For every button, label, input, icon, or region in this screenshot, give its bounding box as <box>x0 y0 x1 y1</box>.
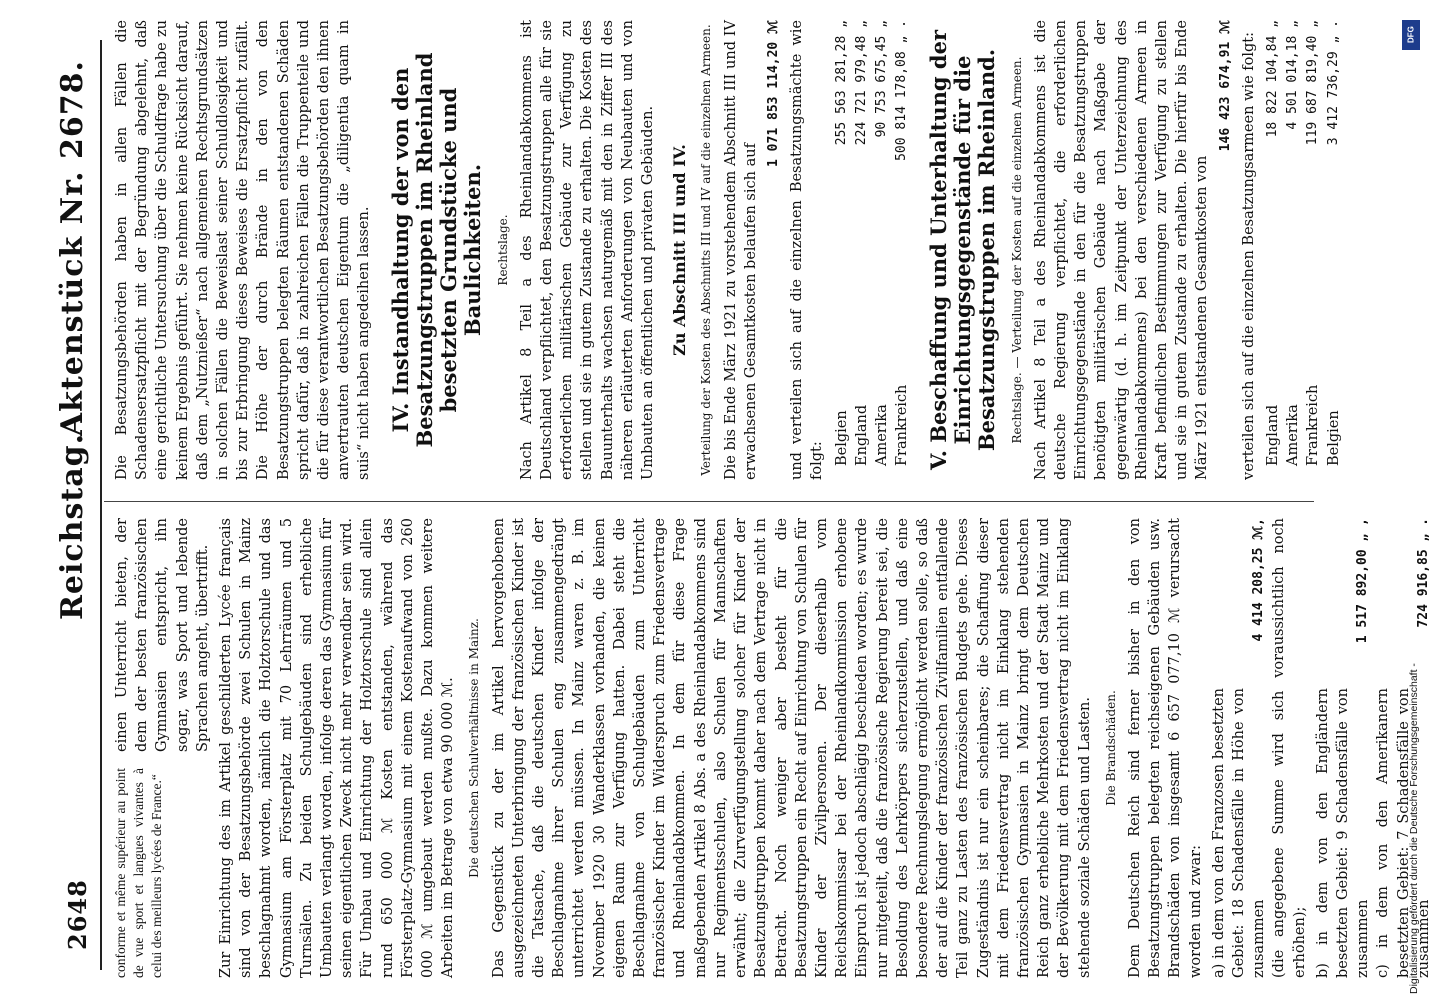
cost-country: Belgien <box>1325 410 1342 466</box>
header-document-number: Aktenstück Nr. 2678. <box>55 60 90 437</box>
cost-country: England <box>853 404 870 466</box>
right-column <box>112 20 1348 480</box>
cost-row <box>872 20 892 466</box>
paragraph-besatzungsbehoerden: Die Besatzungsbehörden haben in allen Fällen die Schadensersatzpflicht mit der Begründung abgelehnt, daß eine gerichtliche Untersuchung über die Schuldfrage habe zu keinem Ergebnis geführt. Sie nehmen keine Rücksicht darauf, daß dem „Nutznießer“ nach allgemeinen Rechtsgrundsätzen in solchen Fällen die Beweislast seiner Schuldlosigkeit und bis zur Erbringung dieses Beweises die Ersatzpflicht zufällt. Die Höhe der durch Brände in den von den Besatzungstruppen belegten Räumen entstandenen Schäden spricht dafür, daß in zahlreichen Fällen die Truppenteile und die für diese verantwortlichen Besatzungsbehörden den ihnen anvertrauten deutschen Eigentum die „diligentia quam in suis“ nicht haben angedeihen lassen. <box>114 20 373 480</box>
cost-row <box>852 20 872 466</box>
cost-list-v <box>1263 20 1344 466</box>
header-parliament: Reichstag. <box>55 432 90 620</box>
cost-country: Frankreich <box>894 384 911 466</box>
left-column <box>112 518 1434 978</box>
cost-country: England <box>1264 404 1281 466</box>
damage-item-c-text: c) in dem von den Amerikanern besetzten Gebiet: 7 Schadensfälle von zusammen <box>1375 688 1432 978</box>
damage-item-c-amount: 724 916,85 „ . <box>1415 518 1431 628</box>
damage-item-b-text: b) in dem von den Engländern besetzten Gebiet: 9 Schadensfälle von zusammen <box>1314 688 1372 978</box>
paragraph-lycee: Zur Einrichtung des im Artikel geschilderten Lycée français sind von der Besatzungsbehörde zwei Schulen in Mainz beschlagnahmt worden, nämlich die Holztorschule und das Gymnasium am Försterplatz mit 70 Lehrräumen und 5 Turnsälen. Zu beiden Schulgebäuden sind erhebliche Umbauten verlangt worden, infolge deren das Gymnasium für seinen eigentlichen Zweck nicht mehr verwendbar sein wird. Für Umbau und Einrichtung der Holztorschule sind allein rund 650 000 ℳ Kosten entstanden, während das Försterplatz-Gymnasium mit einem Kostenaufwand von 260 000 ℳ umgebaut werden mußte. Dazu kommen weitere Arbeiten im Betrage von etwa 90 000 ℳ. <box>218 518 457 978</box>
cost-country: Amerika <box>1285 404 1302 466</box>
credit-text: Digitalisierung gefördert durch die Deutsche Forschungsgemeinschaft - <box>1408 663 1420 994</box>
cost-amount: 500 814 178,08 „ . <box>894 20 910 161</box>
paragraph-verteilung-armeen: verteilen sich auf die einzelnen Besatzungsarmeen wie folgt: <box>1240 31 1257 480</box>
cost-country: Frankreich <box>1305 384 1322 466</box>
cost-amount: 255 563 281,28 „ <box>833 20 849 146</box>
paragraph-gesamtkosten: Die bis Ende März 1921 zu vorstehendem Abschnitt III und IV erwachsenen Gesamtkosten belaufen sich auf <box>722 20 759 480</box>
cost-amount: 119 687 819,40 „ <box>1305 20 1321 146</box>
damage-item-a-text: a) in dem von den Franzosen besetzten Gebiet: 18 Schadensfälle in Höhe von zusammen <box>1210 688 1268 978</box>
label-rechtslage-verteilung: Rechtslage. — Verteilung der Kosten auf die einzelnen Armeen. <box>1009 56 1024 444</box>
french-quote: conforme et même supérieur au point de vue sport et langues vivantes à celui des meilleurs lycées de France.“ <box>113 768 164 978</box>
cost-row <box>1263 20 1283 466</box>
cost-amount: 3 412 736,29 „ . <box>1325 20 1341 146</box>
cost-row <box>1303 20 1323 466</box>
einrichtung-total: 146 423 674,91 ℳ <box>1217 20 1233 152</box>
paragraph-rheinlandabkommen: Nach Artikel 8 Teil a des Rheinlandabkommens ist Deutschland verpflichtet, den Besatzungstruppen alle für sie erforderlichen militärischen Gebäude zur Verfügung zu stellen und sie in gutem Zustande zu erhalten. Die Kosten des Bauunterhalts wachsen naturgemäß mit den in Ziffer III des näheren erläuterten Anforderungen von Neubauten und von Umbauten an öffentlichen und privaten Gebäuden. <box>518 20 657 480</box>
column-divider <box>104 501 1314 502</box>
page-header <box>55 60 99 950</box>
cost-list-iii-iv <box>832 20 913 466</box>
cost-row <box>832 20 852 466</box>
label-rechtslage: Rechtslage. <box>495 214 510 286</box>
cost-row <box>1324 20 1344 466</box>
quote-block <box>112 518 216 978</box>
paragraph-schulen: Das Gegenstück zu der im Artikel hervorgehobenen ausgezeichneten Unterbringung der französischen Kinder ist die Tatsache, daß die deutschen Kinder infolge der Beschlagnahme ihrer Schulen eng zusammengedrängt unterrichtet werden müssen. In Mainz waren z. B. im November 1920 30 Wanderklassen vorhanden, die keinen eigenen Raum zur Verfügung hatten. Dabei steht die Beschlagnahme von Schulgebäuden zum Unterricht französischer Kinder im Widerspruch zum Friedensvertrage und Rheinlandabkommen. In dem für diese Frage maßgebenden Artikel 8 Abs. a des Rheinlandabkommens sind nur Regimentsschulen, also Schulen für Mannschaften erwähnt; die Zurverfügungstellung solcher für Kinder der Besatzungstruppen kommt daher nach dem Vertrage nicht in Betracht. Noch weniger aber besteht für die Besatzungstruppen ein Recht auf Einrichtung von Schulen für Kinder der Zivilpersonen. Der dieserhalb vom Reichskommissar bei der Rheinlandkommission erhobene Einspruch ist jedoch abschlägig beschieden worden; es wurde nur mitgeteilt, daß die französische Regierung bereit sei, die Besoldung des Lehrkörpers sicherzustellen, und daß eine besondere Rechnungslegung ermöglicht werden solle, so daß der auf die Kinder der französischen Zivilfamilien entfallende Teil ganz zu Lasten des französischen Budgets gehe. Dieses Zugeständnis ist nur ein scheinbares; die Schaffung dieser mit dem Friedensvertrag nicht im Einklang stehenden französischen Gymnasien in Mainz bringt dem Deutschen Reich ganz erhebliche Mehrkosten und der Stadt Mainz und der Bevölkerung mit dem Friedensvertrag nicht im Einklang stehende soziale Schäden und Lasten. <box>490 518 1093 978</box>
label-verteilung: Verteilung der Kosten des Abschnitts III und IV auf die einzelnen Armeen. <box>699 24 714 476</box>
page-number: 2648 <box>63 879 92 950</box>
section-heading-iv: IV. Instandhaltung der von den Besatzungstruppen im Rheinland besetzten Grundstücke und Baulichkeiten. <box>387 52 485 448</box>
section-label-schulverhaeltnisse: Die deutschen Schulverhältnisse in Mainz. <box>467 618 482 878</box>
damage-item-b-amount: 1 517 892,00 „ , <box>1355 518 1371 644</box>
header-divider <box>100 40 102 970</box>
damage-item-b <box>1313 518 1374 978</box>
gesamtkosten-total: 1 071 853 114,20 ℳ <box>766 20 782 167</box>
cost-row <box>1283 20 1303 466</box>
section-label-brandschaeden: Die Brandschäden. <box>1103 690 1118 806</box>
digitization-credit <box>1404 14 1428 994</box>
paragraph-verteilung: und verteilen sich auf die einzelnen Besatzungsmächte wie folgt: <box>789 20 826 480</box>
damage-item-a-amount: 4 414 208,25 ℳ, <box>1251 518 1267 642</box>
cost-amount: 18 822 104,84 „ <box>1264 20 1280 138</box>
damage-item-a <box>1209 518 1270 978</box>
cost-amount: 4 501 014,18 „ <box>1285 20 1301 130</box>
cost-country: Belgien <box>833 410 850 466</box>
subheading-abschnitt: Zu Abschnitt III und IV. <box>670 144 690 356</box>
german-continuation: einen Unterricht bieten, der dem der besten französischen Gymnasien entspricht, ihn sogar, was Sport und lebende Sprachen angeht, übertrifft. <box>114 518 211 752</box>
damage-item-a-note: (die angegebene Summe wird sich voraussichtlich noch erhöhen); <box>1271 518 1308 978</box>
paragraph-brandschaeden: Dem Deutschen Reich sind ferner bisher in den von Besatzungstruppen belegten reichseigenen Gebäuden usw. Brandschäden von insgesamt 6 657 077,10 ℳ verursacht worden und zwar: <box>1126 518 1204 978</box>
section-heading-v: V. Beschaffung und Unterhaltung der Einrichtungsgegenstände für die Besatzungstruppen im Rheinland. <box>925 29 999 471</box>
cost-row <box>892 20 912 466</box>
paragraph-einrichtungsgegenstaende: Nach Artikel 8 Teil a des Rheinlandabkommens ist die deutsche Regierung verpflichtet, die erforderlichen Einrichtungsgegenstände in den für die Besatzungstruppen benötigten militärischen Gebäude nach Maßgabe der gegenwärtig (d. h. im Zeitpunkt der Unterzeichnung des Rheinlandabkommens) bei den verschiedenen Armeen in Kraft befindlichen Bestimmungen zur Verfügung zu stellen und sie in gutem Zustande zu erhalten. Die hierfür bis Ende März 1921 entstandenen Gesamtkosten von <box>1032 20 1211 480</box>
cost-amount: 224 721 979,48 „ <box>853 20 869 146</box>
cost-country: Amerika <box>874 404 891 466</box>
dfg-logo: DFG <box>1402 20 1420 50</box>
cost-amount: 90 753 675,45 „ <box>874 20 890 138</box>
